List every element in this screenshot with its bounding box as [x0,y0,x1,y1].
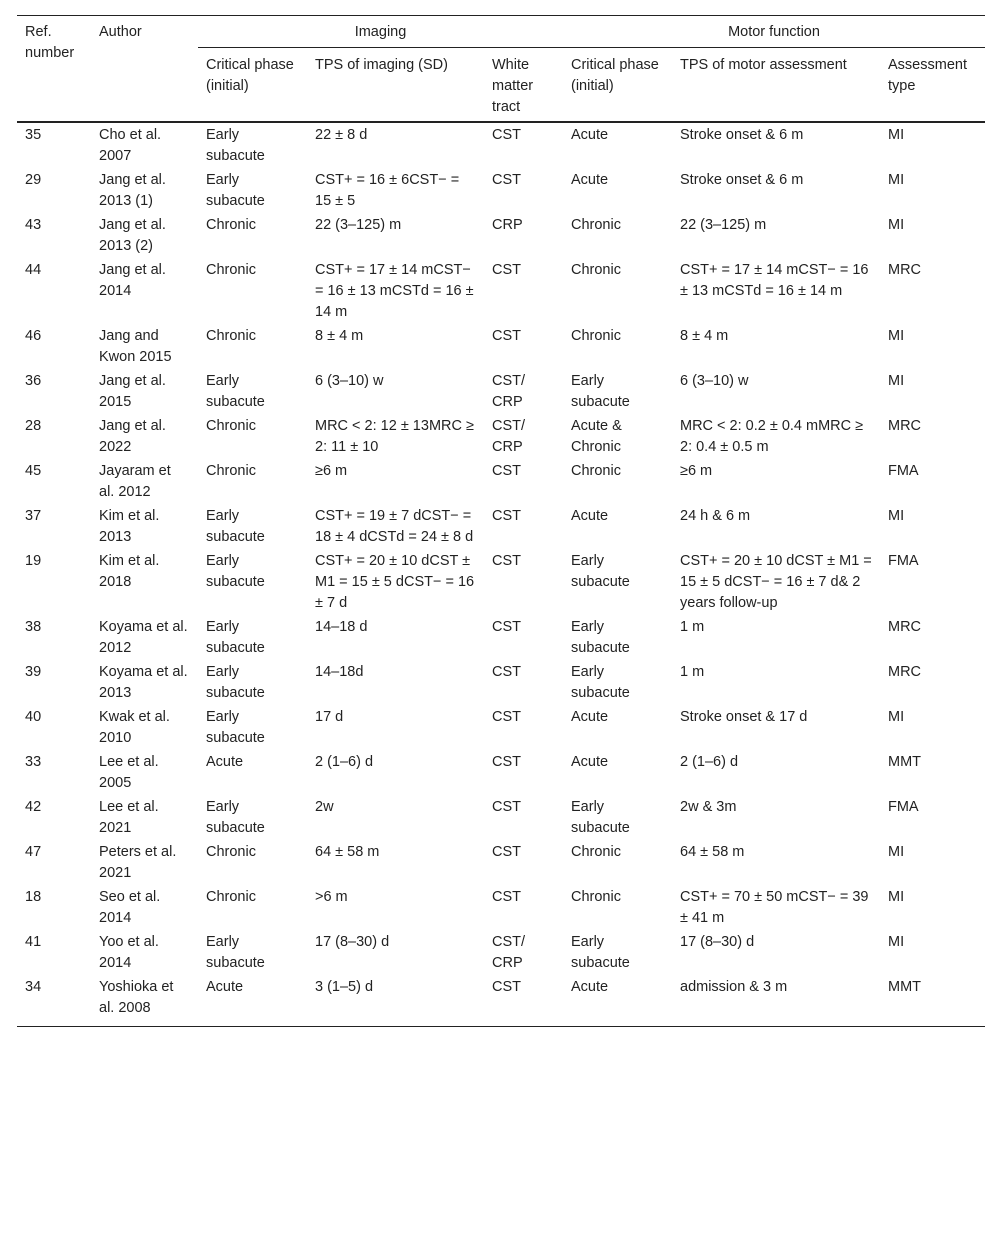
cell-critical-phase-imaging: Chronic [206,418,256,434]
table-row [17,660,985,705]
cell-assessment-type: MI [888,934,905,950]
header-critical-phase-imaging: Critical phase (initial) [198,48,307,123]
table-row [17,795,985,840]
cell-white-matter-tract: CST [492,553,521,569]
cell-assessment-type: FMA [888,463,919,479]
cell-critical-phase-motor: Acute [563,975,672,1027]
cell-author: Cho et al. 2007 [91,122,198,168]
table-row [17,258,985,324]
cell-ref: 45 [25,463,42,479]
cell-ref: 33 [25,754,42,770]
cell-ref: 43 [25,217,42,233]
cell-critical-phase-imaging: Early subacute [206,553,265,590]
cell-tps-motor: 64 ± 58 m [680,844,745,860]
cell-assessment-type: MI [880,122,985,168]
table-row [17,213,985,258]
cell-tps-imaging: 17 d [315,709,344,725]
header-row-top [17,16,985,48]
cell-tps-imaging: 3 (1–5) d [307,975,484,1027]
cell-assessment-type: MI [888,709,905,725]
cell-tps-motor: 1 m [680,619,705,635]
cell-tps-motor: CST+ = 17 ± 14 mCST− = 16 ± 13 mCSTd = 16 ± 14 m [680,262,869,299]
cell-author: Seo et al. 2014 [99,889,161,926]
cell-critical-phase-motor: Chronic [571,262,621,278]
cell-author: Jang and Kwon 2015 [99,328,172,365]
cell-critical-phase-imaging: Early subacute [206,508,265,545]
cell-ref: 46 [25,328,42,344]
cell-author: Peters et al. 2021 [99,844,177,881]
cell-assessment-type: MI [888,172,905,188]
cell-author: Lee et al. 2005 [99,754,159,791]
cell-assessment-type: MMT [888,754,922,770]
header-white-matter-tract: White matter tract [484,48,563,123]
table-row [17,122,985,168]
cell-tps-imaging: 17 (8–30) d [315,934,390,950]
table-row [17,885,985,930]
cell-tps-imaging: MRC < 2: 12 ± 13MRC ≥ 2: 11 ± 10 [315,418,474,455]
cell-author: Jang et al. 2013 (2) [99,217,166,254]
cell-critical-phase-motor: Acute [571,754,609,770]
header-author: Author [99,24,142,40]
cell-tps-imaging: 8 ± 4 m [315,328,364,344]
cell-tps-motor: 24 h & 6 m [680,508,751,524]
cell-author: Jang et al. 2013 (1) [99,172,166,209]
table-row [17,504,985,549]
cell-critical-phase-imaging: Early subacute [198,122,307,168]
study-table [17,15,985,1027]
cell-tps-imaging: CST+ = 19 ± 7 dCST− = 18 ± 4 dCSTd = 24 ± 8 d [315,508,474,545]
header-motor-function: Motor function [728,24,820,40]
table-row [17,168,985,213]
cell-assessment-type: MMT [880,975,985,1027]
table-row [17,840,985,885]
cell-tps-motor: 8 ± 4 m [680,328,729,344]
cell-white-matter-tract: CST [492,709,521,725]
cell-ref: 36 [25,373,42,389]
table-row [17,975,985,1027]
cell-tps-imaging: 22 (3–125) m [315,217,402,233]
cell-ref: 29 [25,172,42,188]
cell-critical-phase-motor: Chronic [571,844,621,860]
cell-assessment-type: FMA [888,799,919,815]
cell-tps-motor: ≥6 m [680,463,713,479]
cell-white-matter-tract: CST [484,122,563,168]
cell-tps-imaging: 14–18d [315,664,364,680]
cell-critical-phase-motor: Early subacute [571,373,630,410]
cell-critical-phase-motor: Acute [563,122,672,168]
table-row [17,615,985,660]
header-imaging: Imaging [354,24,407,40]
cell-white-matter-tract: CST [492,619,521,635]
cell-tps-imaging: >6 m [315,889,348,905]
cell-tps-motor: 17 (8–30) d [680,934,755,950]
cell-critical-phase-imaging: Chronic [206,328,256,344]
cell-critical-phase-motor: Early subacute [571,934,630,971]
cell-ref: 35 [17,122,91,168]
cell-tps-motor: 1 m [680,664,705,680]
cell-ref: 41 [25,934,42,950]
cell-white-matter-tract: CST/ CRP [492,934,526,971]
cell-author: Koyama et al. 2013 [99,664,188,701]
cell-white-matter-tract: CST [492,463,521,479]
cell-critical-phase-motor: Acute [571,508,609,524]
cell-tps-motor: CST+ = 70 ± 50 mCST− = 39 ± 41 m [680,889,869,926]
cell-critical-phase-imaging: Chronic [206,463,256,479]
cell-tps-motor: 6 (3–10) w [680,373,749,389]
cell-white-matter-tract: CST [492,844,521,860]
table-row [17,930,985,975]
cell-tps-motor: 2w & 3m [680,799,737,815]
cell-tps-imaging: CST+ = 16 ± 6CST− = 15 ± 5 [315,172,460,209]
table-row [17,459,985,504]
cell-ref: 18 [25,889,42,905]
cell-critical-phase-motor: Early subacute [571,619,630,656]
header-tps-imaging: TPS of imaging (SD) [307,48,484,123]
cell-critical-phase-motor: Early subacute [571,799,630,836]
cell-critical-phase-imaging: Chronic [206,889,256,905]
cell-white-matter-tract: CRP [492,217,523,233]
table-row [17,324,985,369]
table-row [17,549,985,615]
cell-ref: 19 [25,553,42,569]
cell-critical-phase-imaging: Early subacute [206,934,265,971]
cell-ref: 44 [25,262,42,278]
cell-white-matter-tract: CST/ CRP [492,418,526,455]
cell-author: Yoo et al. 2014 [99,934,159,971]
table-row [17,705,985,750]
cell-assessment-type: MI [888,328,905,344]
cell-critical-phase-imaging: Acute [198,975,307,1027]
header-critical-phase-motor: Critical phase (initial) [563,48,672,123]
cell-white-matter-tract: CST [492,262,521,278]
cell-assessment-type: MI [888,217,905,233]
cell-author: Jang et al. 2022 [99,418,166,455]
cell-critical-phase-motor: Early subacute [571,664,630,701]
cell-white-matter-tract: CST [492,754,521,770]
table-row [17,369,985,414]
cell-critical-phase-imaging: Acute [206,754,244,770]
cell-tps-imaging: 2 (1–6) d [315,754,374,770]
cell-assessment-type: MRC [888,619,922,635]
table-row [17,750,985,795]
cell-assessment-type: MI [888,373,905,389]
cell-author: Lee et al. 2021 [99,799,159,836]
cell-author: Kwak et al. 2010 [99,709,170,746]
cell-assessment-type: MRC [888,262,922,278]
cell-tps-imaging: ≥6 m [315,463,348,479]
cell-ref: 39 [25,664,42,680]
cell-ref: 40 [25,709,42,725]
cell-assessment-type: MRC [888,418,922,434]
cell-ref: 47 [25,844,42,860]
cell-author: Jang et al. 2015 [99,373,166,410]
cell-tps-motor: Stroke onset & 6 m [680,172,804,188]
cell-white-matter-tract: CST [492,799,521,815]
cell-author: Koyama et al. 2012 [99,619,188,656]
cell-ref: 37 [25,508,42,524]
cell-author: Yoshioka et al. 2008 [91,975,198,1027]
cell-white-matter-tract: CST [492,889,521,905]
cell-ref: 42 [25,799,42,815]
cell-author: Jayaram et al. 2012 [99,463,171,500]
cell-author: Kim et al. 2018 [99,553,160,590]
cell-critical-phase-motor: Chronic [571,463,621,479]
cell-tps-motor: 2 (1–6) d [680,754,739,770]
cell-tps-motor: Stroke onset & 17 d [680,709,808,725]
cell-tps-imaging: 14–18 d [315,619,368,635]
cell-assessment-type: MRC [888,664,922,680]
cell-critical-phase-motor: Early subacute [571,553,630,590]
cell-white-matter-tract: CST [492,328,521,344]
cell-tps-imaging: 64 ± 58 m [315,844,380,860]
cell-tps-imaging: CST+ = 20 ± 10 dCST ± M1 = 15 ± 5 dCST− = 16 ± 7 d [315,553,475,611]
cell-white-matter-tract: CST [484,975,563,1027]
header-ref: Ref. number [25,24,75,61]
cell-assessment-type: MI [888,844,905,860]
cell-critical-phase-imaging: Early subacute [206,172,265,209]
cell-critical-phase-motor: Chronic [571,217,621,233]
cell-tps-imaging: CST+ = 17 ± 14 mCST− = 16 ± 13 mCSTd = 16 ± 14 m [315,262,474,320]
cell-critical-phase-imaging: Early subacute [206,664,265,701]
cell-critical-phase-imaging: Chronic [206,262,256,278]
cell-ref: 28 [25,418,42,434]
cell-tps-motor: 22 (3–125) m [680,217,767,233]
cell-tps-motor: admission & 3 m [672,975,880,1027]
cell-critical-phase-imaging: Early subacute [206,619,265,656]
cell-tps-motor: MRC < 2: 0.2 ± 0.4 mMRC ≥ 2: 0.4 ± 0.5 m [680,418,864,455]
cell-ref: 38 [25,619,42,635]
cell-tps-motor: Stroke onset & 6 m [672,122,880,168]
cell-critical-phase-imaging: Early subacute [206,373,265,410]
cell-tps-motor: CST+ = 20 ± 10 dCST ± M1 = 15 ± 5 dCST− = 16 ± 7 d& 2 years follow-up [680,553,872,611]
cell-critical-phase-imaging: Early subacute [206,799,265,836]
cell-critical-phase-imaging: Chronic [206,217,256,233]
cell-critical-phase-motor: Chronic [571,328,621,344]
cell-tps-imaging: 6 (3–10) w [315,373,384,389]
cell-tps-imaging: 22 ± 8 d [307,122,484,168]
cell-author: Kim et al. 2013 [99,508,160,545]
cell-critical-phase-motor: Acute [571,172,609,188]
cell-author: Jang et al. 2014 [99,262,166,299]
cell-white-matter-tract: CST [492,172,521,188]
cell-white-matter-tract: CST/ CRP [492,373,526,410]
cell-assessment-type: MI [888,508,905,524]
table-row [17,414,985,459]
cell-tps-imaging: 2w [315,799,334,815]
header-tps-motor: TPS of motor assessment [672,48,880,123]
cell-white-matter-tract: CST [492,508,521,524]
cell-critical-phase-imaging: Early subacute [206,709,265,746]
cell-critical-phase-motor: Acute & Chronic [571,418,622,455]
header-assessment-type: Assessment type [880,48,985,123]
cell-assessment-type: FMA [888,553,919,569]
cell-ref: 34 [17,975,91,1027]
cell-critical-phase-motor: Chronic [571,889,621,905]
cell-critical-phase-motor: Acute [571,709,609,725]
cell-critical-phase-imaging: Chronic [206,844,256,860]
cell-white-matter-tract: CST [492,664,521,680]
cell-assessment-type: MI [888,889,905,905]
